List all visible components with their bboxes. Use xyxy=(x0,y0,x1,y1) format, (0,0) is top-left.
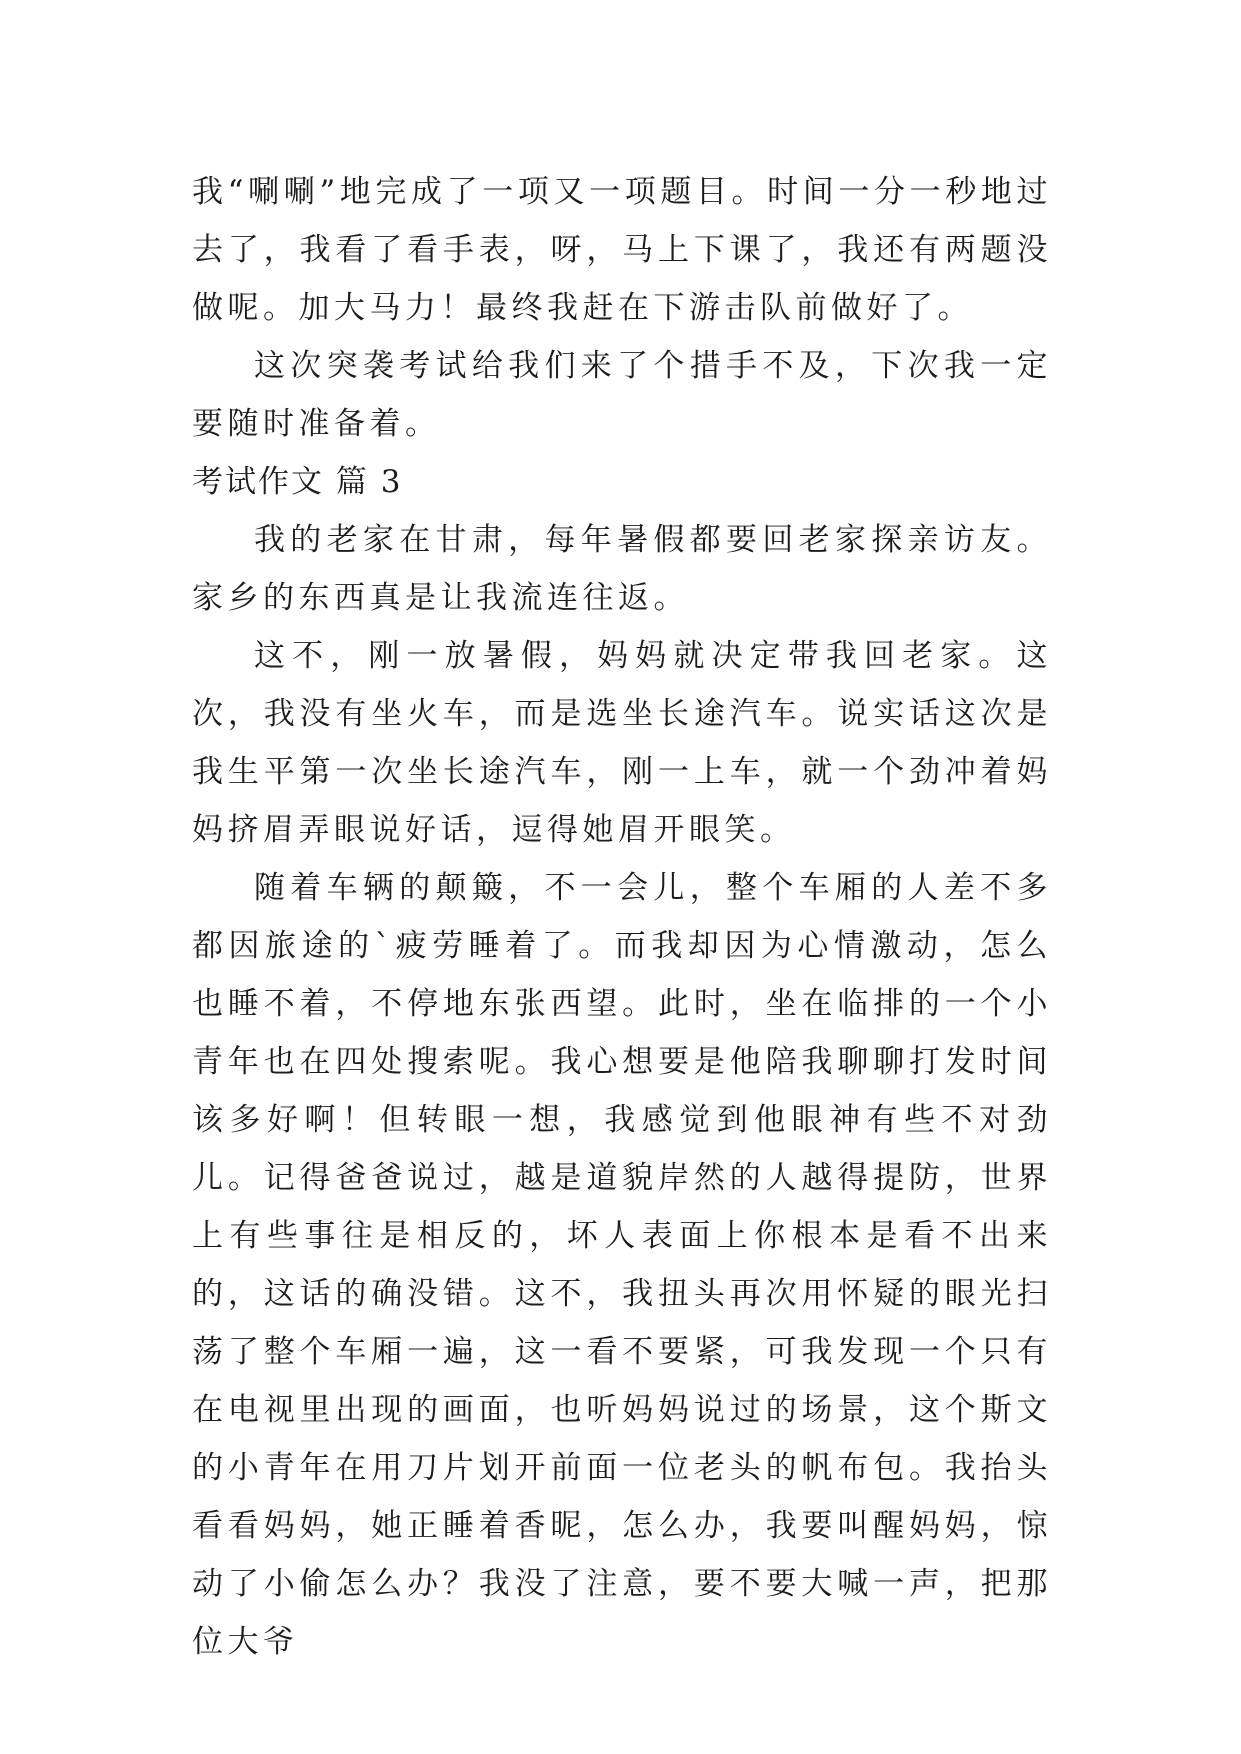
paragraph-continued: 我“唰唰”地完成了一项又一项题目。时间一分一秒地过去了，我看了看手表，呀，马上下课了，我还有两题没做呢。加大马力！最终我赶在下游击队前做好了。 xyxy=(192,174,1052,326)
paragraph: 我的老家在甘肃，每年暑假都要回老家探亲访友。家乡的东西真是让我流连往返。 xyxy=(192,522,1052,616)
paragraph: 这不，刚一放暑假，妈妈就决定带我回老家。这次，我没有坐火车，而是选坐长途汽车。说实话这次是我生平第一次坐长途汽车，刚一上车，就一个劲冲着妈妈挤眉弄眼说好话，逗得她眉开眼笑。 xyxy=(192,638,1052,848)
paragraph: 随着车辆的颠簸，不一会儿，整个车厢的人差不多都因旅途的`疲劳睡着了。而我却因为心情激动，怎么也睡不着，不停地东张西望。此时，坐在临排的一个小青年也在四处搜索呢。我心想要是他陪我聊聊打发时间该多好啊！但转眼一想，我感觉到他眼神有些不对劲儿。记得爸爸说过，越是道貌岸然的人越得提防，世界上有些事往是相反的，坏人表面上你根本是看不出来的，这话的确没错。这不，我扭头再次用怀疑的眼光扫荡了整个车厢一遍，这一看不要紧，可我发现一个只有在电视里出现的画面，也听妈妈说过的场景，这个斯文的小青年在用刀片划开前面一位老头的帆布包。我抬头看看妈妈，她正睡着香昵，怎么办，我要叫醒妈妈，惊动了小偷怎么办？我没了注意，要不要大喊一声，把那位大爷 xyxy=(192,870,1052,1660)
section-heading: 考试作文 篇 3 xyxy=(192,464,403,500)
document-body xyxy=(192,163,1052,1671)
paragraph: 这次突袭考试给我们来了个措手不及，下次我一定要随时准备着。 xyxy=(192,348,1052,442)
